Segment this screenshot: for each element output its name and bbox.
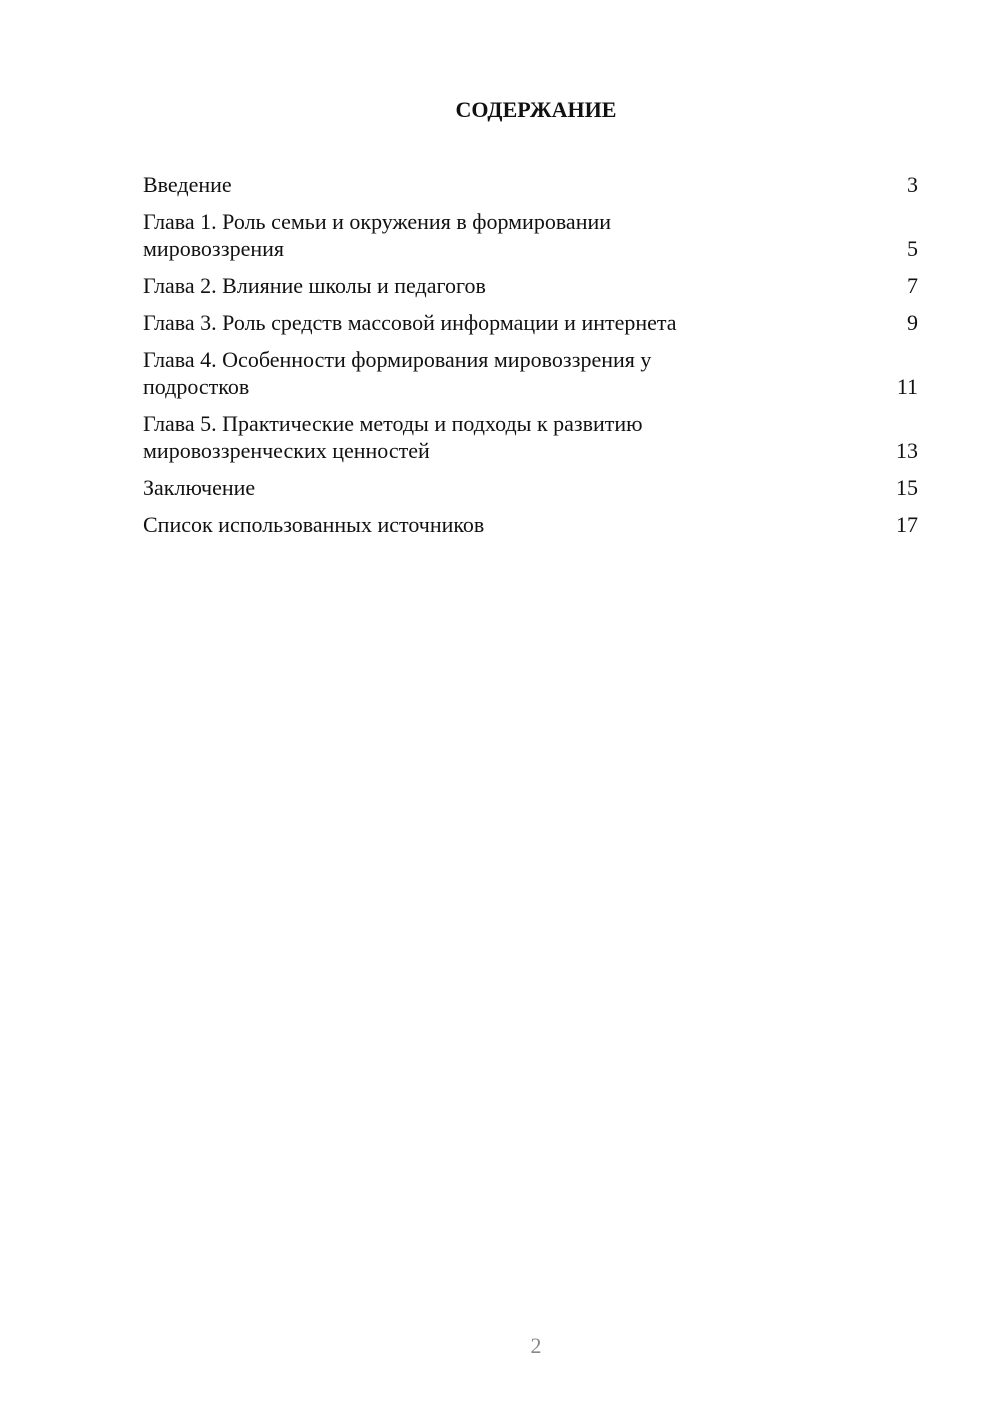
- toc-entry: [143, 410, 918, 464]
- table-of-contents: [143, 171, 918, 548]
- toc-entry: [143, 309, 918, 336]
- toc-entry-text: Глава 5. Практические методы и подходы к развитию мировоззренческих ценностей: [143, 411, 643, 463]
- toc-entry: [143, 272, 918, 299]
- toc-entry-text: Глава 1. Роль семьи и окружения в формировании мировоззрения: [143, 209, 612, 261]
- toc-entry-page: 9: [907, 310, 918, 335]
- toc-entry: [143, 511, 918, 538]
- toc-entry-text: Глава 3. Роль средств массовой информации и интернета: [143, 310, 677, 335]
- toc-entry-page: 13: [896, 438, 918, 463]
- toc-entry-page: 15: [896, 475, 918, 500]
- toc-entry-page: 3: [907, 172, 918, 197]
- page-number: 2: [530, 1333, 542, 1358]
- toc-entry: [143, 208, 918, 262]
- toc-entry-text: Список использованных источников: [143, 512, 485, 537]
- toc-entry: [143, 346, 918, 400]
- toc-entry: [143, 474, 918, 501]
- toc-entry-text: Глава 2. Влияние школы и педагогов: [143, 273, 486, 298]
- toc-entry-page: 7: [907, 273, 918, 298]
- toc-entry-text: Глава 4. Особенности формирования мировоззрения у подростков: [143, 347, 652, 399]
- toc-entry-page: 5: [907, 236, 918, 261]
- page-title: СОДЕРЖАНИЕ: [455, 97, 617, 122]
- toc-entry-text: Введение: [143, 172, 232, 197]
- toc-entry-text: Заключение: [143, 475, 256, 500]
- toc-entry-page: 11: [896, 374, 918, 399]
- toc-entry-page: 17: [896, 512, 918, 537]
- toc-entry: [143, 171, 918, 198]
